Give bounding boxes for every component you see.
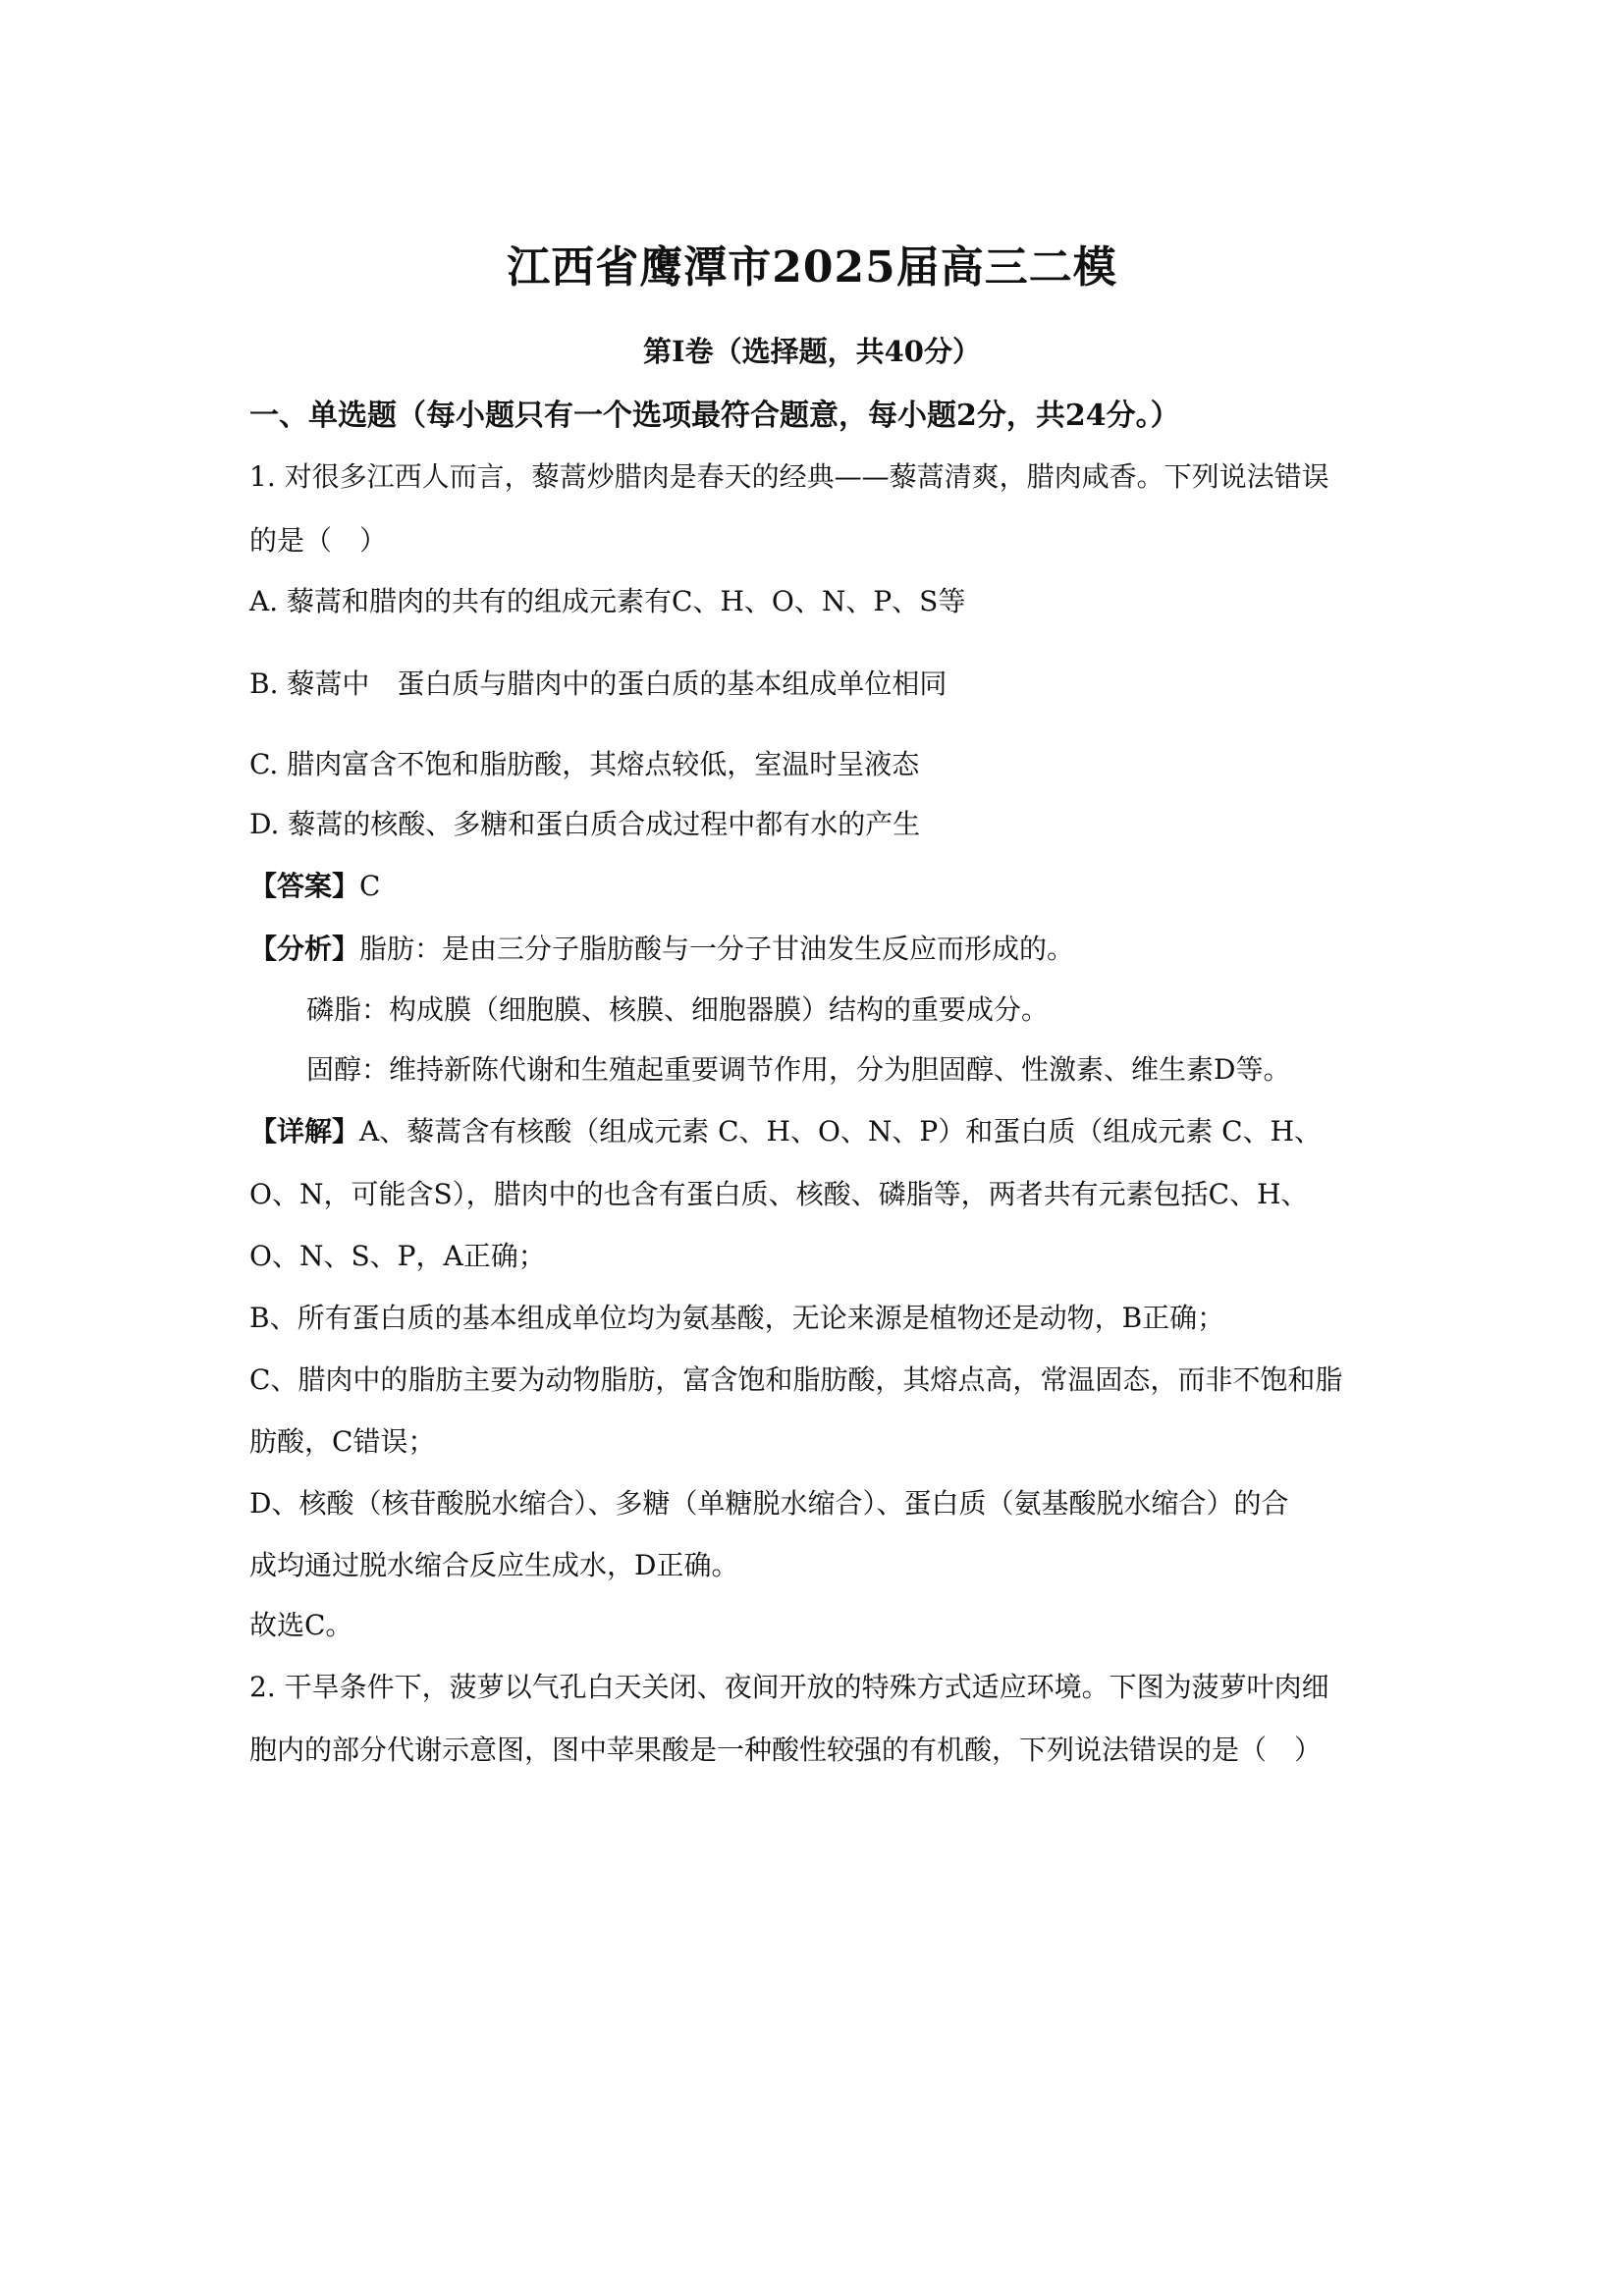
detail-line7: D、核酸（核苷酸脱水缩合）、多糖（单糖脱水缩合）、蛋白质（氨基酸脱水缩合）的合 [249, 1487, 1289, 1520]
q1-answer [249, 867, 1398, 906]
analysis-line3: 固醇：维持新陈代谢和生殖起重要调节作用，分为胆固醇、性激素、维生素D等。 [306, 1053, 1291, 1086]
detail-line2: O、N，可能含S），腊肉中的也含有蛋白质、核酸、磷脂等，两者共有元素包括C、H、 [249, 1178, 1309, 1210]
q1-detail [249, 1112, 1398, 1151]
answer-label: 【答案】 [249, 870, 360, 902]
page-title: 江西省鹰潭市2025届高三二模 [507, 242, 1117, 293]
analysis-line1: 脂肪：是由三分子脂肪酸与一分子甘油发生反应而形成的。 [359, 933, 1075, 965]
detail-line8: 成均通过脱水缩合反应生成水，D正确。 [249, 1549, 739, 1581]
detail-label: 【详解】 [249, 1115, 360, 1148]
q1-option-c: C. 腊肉富含不饱和脂肪酸，其熔点较低，室温时呈液态 [249, 748, 920, 780]
q1-stem-line1: 1. 对很多江西人而言，藜蒿炒腊肉是春天的经典——藜蒿清爽，腊肉咸香。下列说法错误 [249, 460, 1329, 493]
part-subtitle: 第I卷（选择题，共40分） [643, 335, 981, 368]
q1-stem-line2: 的是（ ） [249, 524, 388, 557]
detail-line6: 肪酸，C错误； [249, 1425, 436, 1458]
section-heading: 一、单选题（每小题只有一个选项最符合题意，每小题2分，共24分。） [249, 399, 1180, 433]
q2-stem-line2: 胞内的部分代谢示意图，图中苹果酸是一种酸性较强的有机酸，下列说法错误的是（ ） [249, 1734, 1323, 1766]
q1-analysis [249, 930, 1398, 969]
analysis-line2: 磷脂：构成膜（细胞膜、核膜、细胞器膜）结构的重要成分。 [306, 993, 1050, 1026]
q1-option-b: B. 藜蒿中 蛋白质与腊肉中的蛋白质的基本组成单位相同 [249, 667, 947, 700]
answer-value: C [359, 870, 381, 902]
q1-option-a: A. 藜蒿和腊肉的共有的组成元素有C、H、O、N、P、S等 [249, 585, 966, 617]
detail-line4: B、所有蛋白质的基本组成单位均为氨基酸，无论来源是植物还是动物，B正确； [249, 1302, 1225, 1334]
q1-option-d: D. 藜蒿的核酸、多糖和蛋白质合成过程中都有水的产生 [249, 808, 921, 840]
detail-line5: C、腊肉中的脂肪主要为动物脂肪，富含饱和脂肪酸，其熔点高，常温固态，而非不饱和脂 [249, 1363, 1343, 1396]
q1-conclusion: 故选C。 [249, 1609, 353, 1641]
detail-line3: O、N、S、P，A正确； [249, 1240, 546, 1272]
analysis-label: 【分析】 [249, 933, 360, 965]
q2-stem-line1: 2. 干旱条件下，菠萝以气孔白天关闭、夜间开放的特殊方式适应环境。下图为菠萝叶肉细 [249, 1671, 1329, 1703]
detail-line1: A、藜蒿含有核酸（组成元素 C、H、O、N、P）和蛋白质（组成元素 C、H、 [359, 1115, 1323, 1148]
